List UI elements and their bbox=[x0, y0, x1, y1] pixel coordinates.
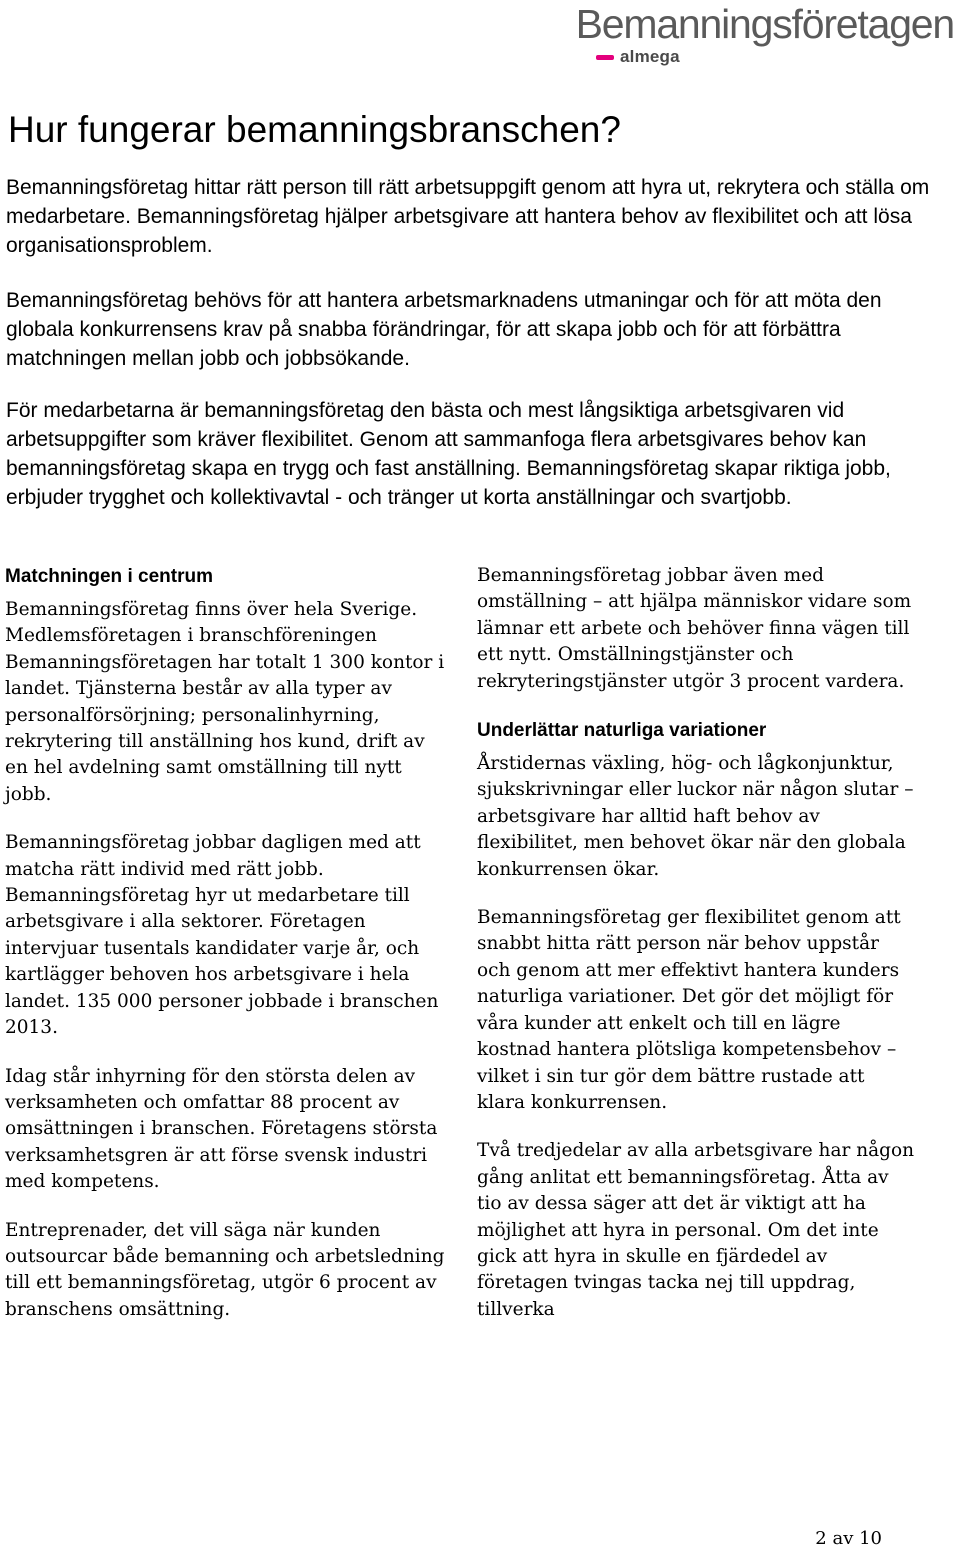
left-paragraph-3: Idag står inhyrning för den största delen av verksamheten och omfattar 88 procent av omsättningen i branschen. Företagens största verksamhetsgren är att förse svensk industri med kompetens. bbox=[5, 1065, 438, 1193]
right-intro-paragraph: Bemanningsföretag jobbar även med omställning – att hjälpa människor vidare som lämnar ett arbete och behöver finna vägen till ett nytt. Omställningstjänster och rekryteringstjänster utgör 3 procent vardera. bbox=[477, 565, 912, 692]
page-number: 2 av 10 bbox=[815, 1528, 882, 1549]
right-column bbox=[477, 563, 917, 1345]
brand-logo bbox=[575, 0, 954, 70]
left-column bbox=[5, 563, 445, 1345]
left-paragraph-2: Bemanningsföretag jobbar dagligen med att matcha rätt individ med rätt jobb. Bemanningsföretag hyr ut medarbetare till arbetsgivare i alla sektorer. Företagen intervjuar tusentals kandidater varje år, och kartlägger behoven hos arbetsgivare i hela landet. 135 000 personer jobbade i branschen 2013. bbox=[5, 832, 439, 1039]
right-paragraph-3: Två tredjedelar av alla arbetsgivare har någon gång anlitat ett bemanningsföretag. Åtta av tio av dessa säger att det är viktigt att ha möjlighet att hyra in personal. Om det inte gick att hyra in skulle en fjärdedel av företagen tvingas tacka nej till uppdrag, tillverka bbox=[477, 1140, 915, 1320]
logo-wordmark: Bemanningsföretagen bbox=[575, 1, 954, 47]
intro-paragraph-3: För medarbetarna är bemanningsföretag den bästa och mest långsiktiga arbetsgivaren vid arbetsuppgifter som kräver flexibilitet. Genom att sammanfoga flera arbetsgivares behov kan bemanningsföretag skapa en trygg och fast anställning. Bemanningsföretag skapar riktiga jobb, erbjuder trygghet och kollektivavtal - och tränger ut korta anställningar och svartjobb. bbox=[6, 399, 891, 509]
logo-sub bbox=[596, 47, 680, 67]
section-heading-matchning: Matchningen i centrum bbox=[5, 566, 213, 587]
intro-paragraph-2: Bemanningsföretag behövs för att hantera arbetsmarknadens utmaningar och för att möta den globala konkurrensens krav på snabba förändringar, för att skapa jobb och för att förbättra matchningen mellan jobb och jobbsökande. bbox=[6, 289, 882, 370]
logo-pink-bar bbox=[596, 55, 614, 60]
left-paragraph-1: Bemanningsföretag finns över hela Sverige. Medlemsföretagen i branschföreningen Bemanningsföretagen har totalt 1 300 kontor i landet. Tjänsterna består av alla typer av personalförsörjning; personalinhyrning, rekrytering till anställning hos kund, drift av en hel avdelning samt omställning till nytt jobb. bbox=[5, 599, 445, 805]
right-paragraph-1: Årstidernas växling, hög- och lågkonjunktur, sjukskrivningar eller luckor när någon slutar – arbetsgivare har alltid haft behov av flexibilitet, men behovet ökar när den globala konkurrensen ökar. bbox=[477, 753, 914, 880]
logo-sub-text: almega bbox=[620, 47, 680, 66]
page-title: Hur fungerar bemanningsbranschen? bbox=[8, 109, 621, 150]
left-paragraph-4: Entreprenader, det vill säga när kunden outsourcar både bemanning och arbetsledning till ett bemanningsföretag, utgör 6 procent av branschens omsättning. bbox=[5, 1219, 445, 1320]
intro-paragraph-1: Bemanningsföretag hittar rätt person till rätt arbetsuppgift genom att hyra ut, rekrytera och ställa om medarbetare. Bemanningsföretag hjälper arbetsgivare att hantera behov av flexibilitet och att lösa organisationsproblem. bbox=[6, 176, 930, 257]
section-heading-variationer: Underlättar naturliga variationer bbox=[477, 720, 767, 742]
right-paragraph-2: Bemanningsföretag ger flexibilitet genom att snabbt hitta rätt person när behov uppstår och genom att mer effektivt hantera kunders naturliga variationer. Det gör det möjligt för våra kunder att enkelt och till en lägre kostnad hantera plötsliga kompetensbehov – vilket i sin tur gör dem bättre rustade att klara konkurrensen. bbox=[477, 907, 901, 1113]
